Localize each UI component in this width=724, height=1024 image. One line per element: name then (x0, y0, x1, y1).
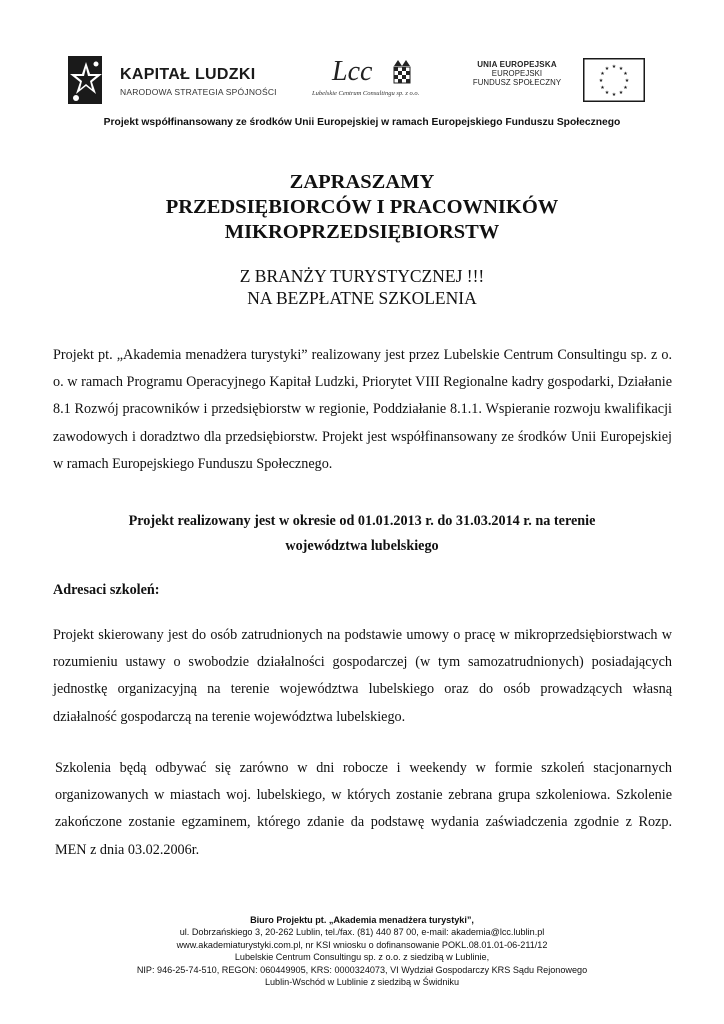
subtitle-line2: NA BEZPŁATNE SZKOLENIA (247, 288, 477, 308)
title-line3: MIKROPRZEDSIĘBIORSTW (224, 221, 500, 243)
svg-text:★: ★ (600, 85, 605, 91)
period-line1: Projekt realizowany jest w okresie od 01.01.2013 r. do 31.03.2014 r. na terenie (128, 513, 596, 529)
svg-text:★: ★ (611, 64, 617, 70)
footer-title: Biuro Projektu pt. „Akademia menadżera turystyki”, (250, 915, 474, 925)
schedule-paragraph: Szkolenia będą odbywać się zarówno w dni robocze i weekendy w formie szkoleń stacjonarnych organizowanych w miastach woj. lubelskiego, w których zostanie zebrana grupa szkoleniowa. Szkolenie zakończone zostanie egzaminem, którego zdanie da podstawę wydania zaświadczenia zgodnie z Rozp. MEN z dnia 03.02.2006r. (55, 760, 672, 858)
kapital-ludzki-title: KAPITAŁ LUDZKI (120, 66, 256, 83)
kapital-ludzki-logo (66, 52, 277, 108)
intro-paragraph: Projekt pt. „Akademia menadżera turystyki” realizowany jest przez Lubelskie Centrum Consultingu sp. z o. o. w ramach Programu Operacyjnego Kapitał Ludzki, Priorytet VIII Regionalne kadry gospodarki, Działanie 8.1 Rozwój pracowników i przedsiębiorstw w regionie, Poddziałanie 8.1.1. Wspieranie rozwoju kwalifikacji zawodowych i doradztwo dla przedsiębiorstw. Projekt jest współfinansowany ze środków Unii Europejskiej w ramach Europejskiego Funduszu Społecznego. (53, 347, 672, 472)
svg-text:★: ★ (600, 71, 605, 77)
title-line2: PRZEDSIĘBIORCÓW I PRACOWNIKÓW (165, 196, 559, 218)
footer (0, 914, 724, 988)
kapital-ludzki-subtitle: NARODOWA STRATEGIA SPÓJNOŚCI (120, 87, 277, 97)
svg-text:★: ★ (618, 66, 624, 72)
footer-line1: ul. Dobrzańskiego 3, 20-262 Lublin, tel./fax. (81) 440 87 00, e-mail: akademia@lcc.lublin.pl (179, 927, 545, 938)
footer-line5: Lublin-Wschód w Lublinie z siedzibą w Świdniku (264, 977, 460, 988)
title-line1: ZAPRASZAMY (289, 171, 435, 193)
svg-text:★: ★ (623, 71, 628, 77)
lcc-logo (312, 56, 437, 104)
addressees-heading: Adresaci szkoleń: (53, 582, 160, 598)
svg-text:★: ★ (624, 78, 630, 84)
svg-text:★: ★ (598, 78, 604, 84)
eu-line3: FUNDUSZ SPOŁECZNY (472, 78, 562, 87)
footer-line4: NIP: 946-25-74-510, REGON: 060449905, KRS: 0000324073, VI Wydział Gospodarczy KRS Sądu Rejonowego (136, 964, 588, 975)
svg-text:★: ★ (618, 90, 624, 96)
eu-logo (470, 58, 650, 108)
eu-line1: UNIA EUROPEJSKA (477, 60, 557, 69)
eu-text (462, 60, 572, 87)
footer-line3: Lubelskie Centrum Consultingu sp. z o.o. z siedzibą w Lublinie, (234, 952, 490, 963)
svg-text:★: ★ (611, 92, 617, 98)
cofunding-note: Projekt współfinansowany ze środków Unii Europejskiej w ramach Europejskiego Funduszu Społecznego (103, 117, 621, 128)
lcc-chess-icon (392, 58, 412, 88)
addressees-paragraph: Projekt skierowany jest do osób zatrudnionych na podstawie umowy o pracę w mikroprzedsiębiorstwach w rozumieniu ustawy o swobodzie działalności gospodarczej (w tym samozatrudnionych) posiadających jednostkę organizacyjną na terenie województwa lubelskiego oraz do osób prowadzących własną działalność gospodarczą na terenie województwa lubelskiego. (53, 627, 672, 725)
subtitle-line1: Z BRANŻY TURYSTYCZNEJ !!! (239, 266, 485, 286)
period-line2: województwa lubelskiego (285, 538, 439, 554)
lcc-subtitle: Lubelskie Centrum Consultingu sp. z o.o. (312, 90, 420, 97)
footer-line2: www.akademiaturystyki.com.pl, nr KSI wniosku o dofinansowanie POKL.08.01.01-06-211/12 (176, 939, 548, 950)
eu-line2: EUROPEJSKI (491, 69, 543, 78)
lcc-mark: Lcc (332, 56, 373, 87)
svg-text:★: ★ (623, 85, 628, 91)
svg-text:★: ★ (604, 90, 610, 96)
eu-flag-icon (583, 58, 645, 102)
kapital-ludzki-star-icon (66, 52, 106, 108)
svg-text:★: ★ (604, 66, 610, 72)
